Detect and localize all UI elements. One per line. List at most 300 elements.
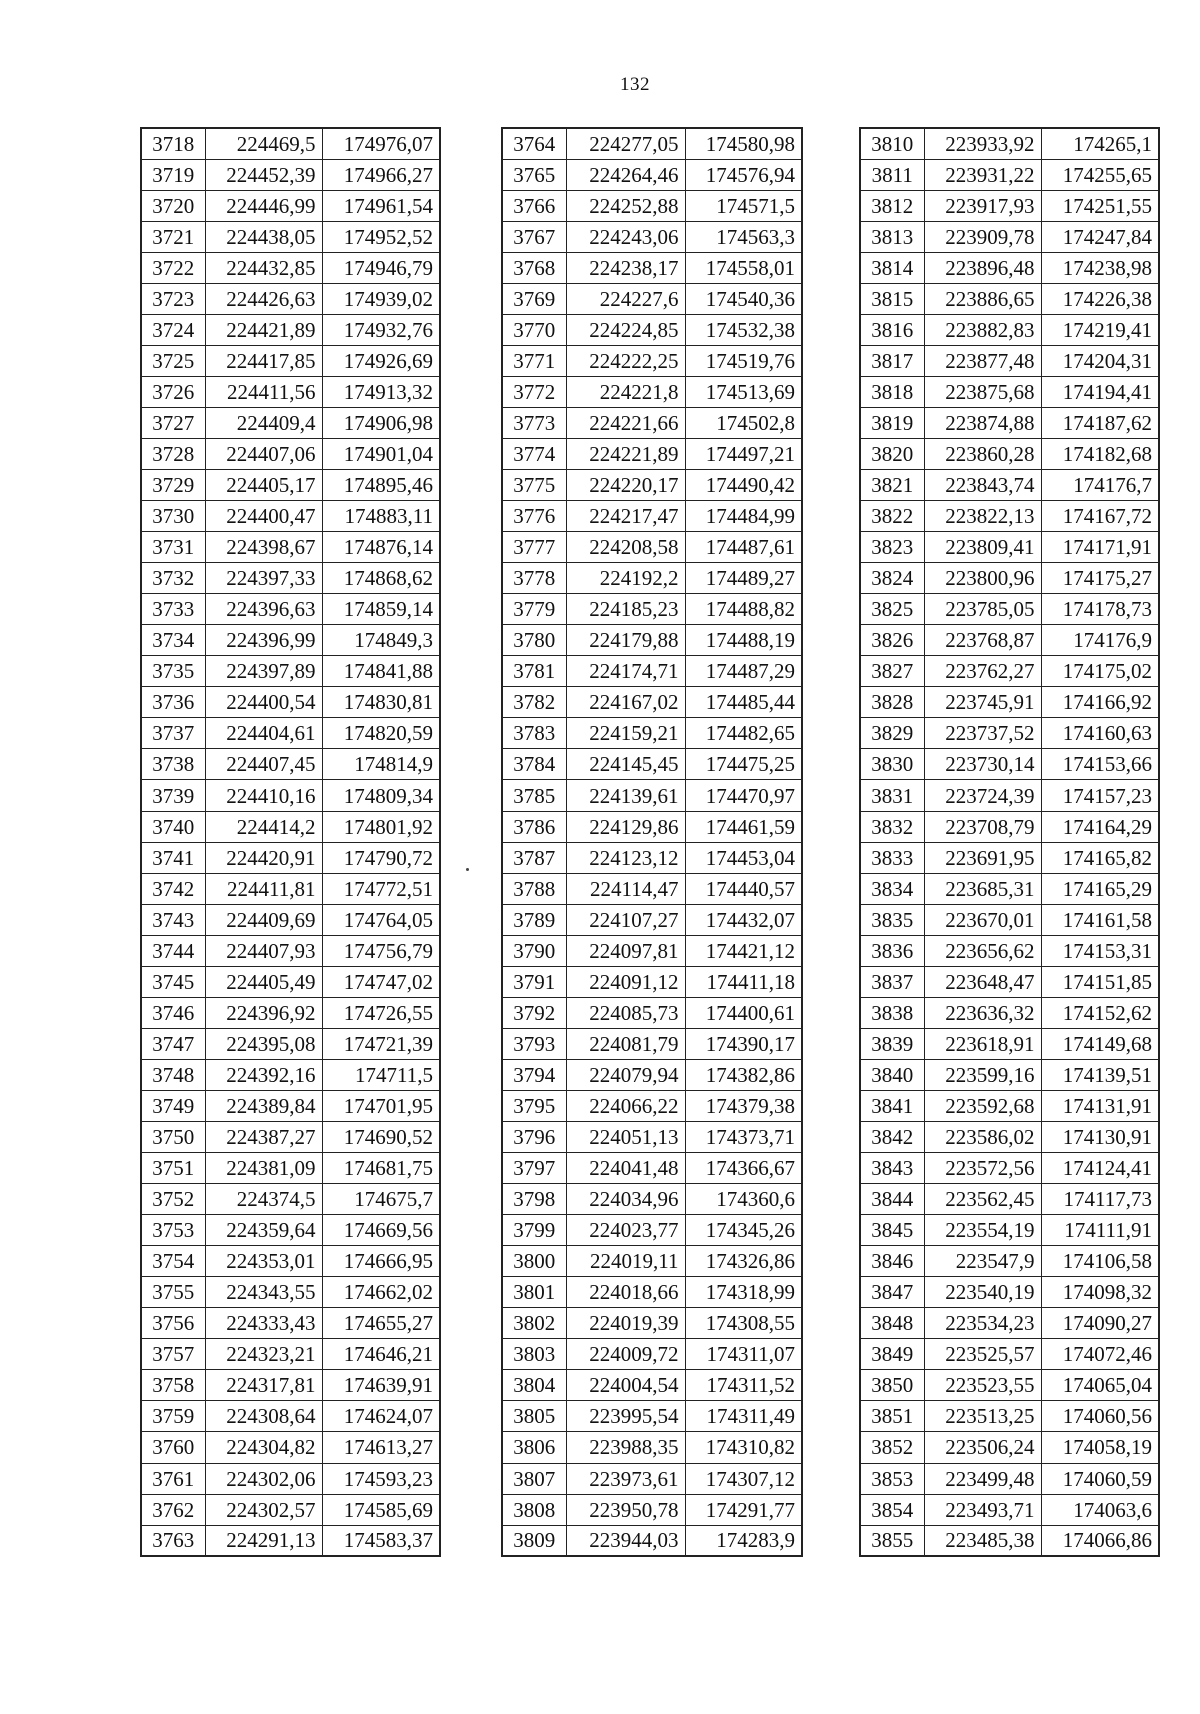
table-row: [502, 501, 802, 532]
x-coordinate-cell: 224323,21: [205, 1339, 322, 1370]
y-coordinate-cell: 174400,61: [685, 997, 802, 1028]
y-coordinate-cell: 174310,82: [685, 1432, 802, 1463]
table-row: [502, 1432, 802, 1463]
point-number-cell: 3825: [860, 594, 924, 625]
x-coordinate-cell: 223618,91: [924, 1028, 1041, 1059]
x-coordinate-cell: 224421,89: [205, 314, 322, 345]
x-coordinate-cell: 223785,05: [924, 594, 1041, 625]
table-row: [141, 1525, 440, 1556]
y-coordinate-cell: 174490,42: [685, 470, 802, 501]
x-coordinate-cell: 224019,11: [566, 1246, 685, 1277]
y-coordinate-cell: 174488,19: [685, 625, 802, 656]
x-coordinate-cell: 224395,08: [205, 1028, 322, 1059]
y-coordinate-cell: 174366,67: [685, 1153, 802, 1184]
table-row: [141, 811, 440, 842]
y-coordinate-cell: 174961,54: [322, 190, 440, 221]
point-number-cell: 3828: [860, 687, 924, 718]
table-row: [860, 873, 1159, 904]
point-number-cell: 3742: [141, 873, 205, 904]
x-coordinate-cell: 223882,83: [924, 314, 1041, 345]
x-coordinate-cell: 224019,39: [566, 1308, 685, 1339]
table-row: [141, 656, 440, 687]
point-number-cell: 3737: [141, 718, 205, 749]
table-row: [502, 1090, 802, 1121]
point-number-cell: 3804: [502, 1370, 566, 1401]
y-coordinate-cell: 174161,58: [1041, 904, 1159, 935]
point-number-cell: 3822: [860, 501, 924, 532]
x-coordinate-cell: 224409,4: [205, 407, 322, 438]
point-number-cell: 3725: [141, 345, 205, 376]
table-row: [860, 1401, 1159, 1432]
y-coordinate-cell: 174311,49: [685, 1401, 802, 1432]
table-row: [502, 1308, 802, 1339]
table-row: [141, 159, 440, 190]
y-coordinate-cell: 174160,63: [1041, 718, 1159, 749]
table-row: [502, 966, 802, 997]
x-coordinate-cell: 224452,39: [205, 159, 322, 190]
y-coordinate-cell: 174124,41: [1041, 1153, 1159, 1184]
y-coordinate-cell: 174063,6: [1041, 1494, 1159, 1525]
x-coordinate-cell: 224221,8: [566, 376, 685, 407]
table-row: [141, 376, 440, 407]
point-number-cell: 3794: [502, 1059, 566, 1090]
point-number-cell: 3720: [141, 190, 205, 221]
table-row: [860, 1277, 1159, 1308]
point-number-cell: 3811: [860, 159, 924, 190]
y-coordinate-cell: 174976,07: [322, 128, 440, 159]
x-coordinate-cell: 223800,96: [924, 563, 1041, 594]
y-coordinate-cell: 174701,95: [322, 1090, 440, 1121]
x-coordinate-cell: 223685,31: [924, 873, 1041, 904]
x-coordinate-cell: 224220,17: [566, 470, 685, 501]
y-coordinate-cell: 174247,84: [1041, 221, 1159, 252]
x-coordinate-cell: 223860,28: [924, 438, 1041, 469]
y-coordinate-cell: 174167,72: [1041, 501, 1159, 532]
y-coordinate-cell: 174484,99: [685, 501, 802, 532]
y-coordinate-cell: 174098,32: [1041, 1277, 1159, 1308]
x-coordinate-cell: 224404,61: [205, 718, 322, 749]
y-coordinate-cell: 174497,21: [685, 438, 802, 469]
table-row: [860, 159, 1159, 190]
point-number-cell: 3826: [860, 625, 924, 656]
point-number-cell: 3719: [141, 159, 205, 190]
y-coordinate-cell: 174440,57: [685, 873, 802, 904]
y-coordinate-cell: 174411,18: [685, 966, 802, 997]
y-coordinate-cell: 174265,1: [1041, 128, 1159, 159]
x-coordinate-cell: 224227,6: [566, 283, 685, 314]
table-row: [502, 1059, 802, 1090]
table-row: [860, 625, 1159, 656]
table-row: [502, 1184, 802, 1215]
x-coordinate-cell: 223896,48: [924, 252, 1041, 283]
y-coordinate-cell: 174482,65: [685, 718, 802, 749]
x-coordinate-cell: 223737,52: [924, 718, 1041, 749]
table-row: [860, 1370, 1159, 1401]
table-row: [502, 1463, 802, 1494]
y-coordinate-cell: 174326,86: [685, 1246, 802, 1277]
coordinate-table-1: [140, 127, 441, 1557]
x-coordinate-cell: 224407,06: [205, 438, 322, 469]
x-coordinate-cell: 224091,12: [566, 966, 685, 997]
table-row: [502, 345, 802, 376]
point-number-cell: 3766: [502, 190, 566, 221]
y-coordinate-cell: 174669,56: [322, 1215, 440, 1246]
table-row: [141, 873, 440, 904]
x-coordinate-cell: 224139,61: [566, 780, 685, 811]
y-coordinate-cell: 174646,21: [322, 1339, 440, 1370]
table-row: [860, 190, 1159, 221]
y-coordinate-cell: 174360,6: [685, 1184, 802, 1215]
table-row: [860, 904, 1159, 935]
y-coordinate-cell: 174157,23: [1041, 780, 1159, 811]
x-coordinate-cell: 223730,14: [924, 749, 1041, 780]
y-coordinate-cell: 174756,79: [322, 935, 440, 966]
y-coordinate-cell: 174308,55: [685, 1308, 802, 1339]
point-number-cell: 3815: [860, 283, 924, 314]
x-coordinate-cell: 224389,84: [205, 1090, 322, 1121]
point-number-cell: 3735: [141, 656, 205, 687]
coordinate-table-2: [501, 127, 803, 1557]
x-coordinate-cell: 224066,22: [566, 1090, 685, 1121]
y-coordinate-cell: 174487,61: [685, 532, 802, 563]
point-number-cell: 3832: [860, 811, 924, 842]
point-number-cell: 3718: [141, 128, 205, 159]
x-coordinate-cell: 224264,46: [566, 159, 685, 190]
table-row: [860, 1432, 1159, 1463]
y-coordinate-cell: 174106,58: [1041, 1246, 1159, 1277]
point-number-cell: 3726: [141, 376, 205, 407]
x-coordinate-cell: 223745,91: [924, 687, 1041, 718]
y-coordinate-cell: 174130,91: [1041, 1122, 1159, 1153]
point-number-cell: 3761: [141, 1463, 205, 1494]
table-row: [502, 470, 802, 501]
table-row: [860, 594, 1159, 625]
point-number-cell: 3835: [860, 904, 924, 935]
point-number-cell: 3795: [502, 1090, 566, 1121]
x-coordinate-cell: 224392,16: [205, 1059, 322, 1090]
point-number-cell: 3805: [502, 1401, 566, 1432]
table-row: [502, 376, 802, 407]
table-row: [141, 128, 440, 159]
y-coordinate-cell: 174149,68: [1041, 1028, 1159, 1059]
x-coordinate-cell: 223499,48: [924, 1463, 1041, 1494]
point-number-cell: 3827: [860, 656, 924, 687]
table-row: [502, 780, 802, 811]
table-row: [502, 594, 802, 625]
table-row: [502, 1494, 802, 1525]
x-coordinate-cell: 224400,54: [205, 687, 322, 718]
table-row: [860, 749, 1159, 780]
y-coordinate-cell: 174519,76: [685, 345, 802, 376]
x-coordinate-cell: 224308,64: [205, 1401, 322, 1432]
x-coordinate-cell: 224009,72: [566, 1339, 685, 1370]
x-coordinate-cell: 224407,45: [205, 749, 322, 780]
point-number-cell: 3789: [502, 904, 566, 935]
point-number-cell: 3786: [502, 811, 566, 842]
x-coordinate-cell: 224405,17: [205, 470, 322, 501]
x-coordinate-cell: 223822,13: [924, 501, 1041, 532]
y-coordinate-cell: 174379,38: [685, 1090, 802, 1121]
y-coordinate-cell: 174390,17: [685, 1028, 802, 1059]
point-number-cell: 3758: [141, 1370, 205, 1401]
x-coordinate-cell: 224411,56: [205, 376, 322, 407]
point-number-cell: 3796: [502, 1122, 566, 1153]
x-coordinate-cell: 223506,24: [924, 1432, 1041, 1463]
y-coordinate-cell: 174721,39: [322, 1028, 440, 1059]
y-coordinate-cell: 174153,66: [1041, 749, 1159, 780]
y-coordinate-cell: 174311,52: [685, 1370, 802, 1401]
y-coordinate-cell: 174593,23: [322, 1463, 440, 1494]
point-number-cell: 3750: [141, 1122, 205, 1153]
point-number-cell: 3831: [860, 780, 924, 811]
point-number-cell: 3797: [502, 1153, 566, 1184]
y-coordinate-cell: 174868,62: [322, 563, 440, 594]
y-coordinate-cell: 174283,9: [685, 1525, 802, 1556]
x-coordinate-cell: 223523,55: [924, 1370, 1041, 1401]
y-coordinate-cell: 174946,79: [322, 252, 440, 283]
x-coordinate-cell: 223809,41: [924, 532, 1041, 563]
x-coordinate-cell: 223874,88: [924, 407, 1041, 438]
x-coordinate-cell: 223931,22: [924, 159, 1041, 190]
table-row: [860, 438, 1159, 469]
x-coordinate-cell: 223493,71: [924, 1494, 1041, 1525]
point-number-cell: 3779: [502, 594, 566, 625]
table-row: [502, 252, 802, 283]
point-number-cell: 3771: [502, 345, 566, 376]
point-number-cell: 3767: [502, 221, 566, 252]
y-coordinate-cell: 174219,41: [1041, 314, 1159, 345]
point-number-cell: 3759: [141, 1401, 205, 1432]
table-row: [141, 1184, 440, 1215]
x-coordinate-cell: 224405,49: [205, 966, 322, 997]
table-row: [860, 221, 1159, 252]
y-coordinate-cell: 174485,44: [685, 687, 802, 718]
table-row: [502, 935, 802, 966]
point-number-cell: 3756: [141, 1308, 205, 1339]
x-coordinate-cell: 224343,55: [205, 1277, 322, 1308]
x-coordinate-cell: 224411,81: [205, 873, 322, 904]
table-row: [141, 345, 440, 376]
point-number-cell: 3772: [502, 376, 566, 407]
table-row: [502, 283, 802, 314]
point-number-cell: 3798: [502, 1184, 566, 1215]
page-number: 132: [620, 74, 650, 95]
point-number-cell: 3760: [141, 1432, 205, 1463]
table-row: [502, 687, 802, 718]
point-number-cell: 3780: [502, 625, 566, 656]
x-coordinate-cell: 224107,27: [566, 904, 685, 935]
y-coordinate-cell: 174932,76: [322, 314, 440, 345]
point-number-cell: 3727: [141, 407, 205, 438]
y-coordinate-cell: 174065,04: [1041, 1370, 1159, 1401]
table-row: [502, 656, 802, 687]
table-row: [860, 314, 1159, 345]
point-number-cell: 3757: [141, 1339, 205, 1370]
point-number-cell: 3728: [141, 438, 205, 469]
point-number-cell: 3837: [860, 966, 924, 997]
table-row: [860, 470, 1159, 501]
point-number-cell: 3830: [860, 749, 924, 780]
y-coordinate-cell: 174090,27: [1041, 1308, 1159, 1339]
y-coordinate-cell: 174255,65: [1041, 159, 1159, 190]
x-coordinate-cell: 223877,48: [924, 345, 1041, 376]
y-coordinate-cell: 174165,29: [1041, 873, 1159, 904]
y-coordinate-cell: 174151,85: [1041, 966, 1159, 997]
y-coordinate-cell: 174830,81: [322, 687, 440, 718]
y-coordinate-cell: 174966,27: [322, 159, 440, 190]
table-row: [860, 1153, 1159, 1184]
y-coordinate-cell: 174841,88: [322, 656, 440, 687]
x-coordinate-cell: 224051,13: [566, 1122, 685, 1153]
coordinate-table-3: [859, 127, 1160, 1557]
x-coordinate-cell: 224387,27: [205, 1122, 322, 1153]
y-coordinate-cell: 174152,62: [1041, 997, 1159, 1028]
table-row: [141, 252, 440, 283]
point-number-cell: 3852: [860, 1432, 924, 1463]
y-coordinate-cell: 174809,34: [322, 780, 440, 811]
table-row: [860, 966, 1159, 997]
x-coordinate-cell: 224417,85: [205, 345, 322, 376]
point-number-cell: 3800: [502, 1246, 566, 1277]
table-row: [860, 407, 1159, 438]
x-coordinate-cell: 224034,96: [566, 1184, 685, 1215]
y-coordinate-cell: 174166,92: [1041, 687, 1159, 718]
x-coordinate-cell: 224333,43: [205, 1308, 322, 1339]
point-number-cell: 3843: [860, 1153, 924, 1184]
point-number-cell: 3842: [860, 1122, 924, 1153]
point-number-cell: 3833: [860, 842, 924, 873]
point-number-cell: 3847: [860, 1277, 924, 1308]
x-coordinate-cell: 224400,47: [205, 501, 322, 532]
table-row: [141, 842, 440, 873]
x-coordinate-cell: 224174,71: [566, 656, 685, 687]
x-coordinate-cell: 223525,57: [924, 1339, 1041, 1370]
point-number-cell: 3816: [860, 314, 924, 345]
x-coordinate-cell: 223843,74: [924, 470, 1041, 501]
table-row: [502, 159, 802, 190]
point-number-cell: 3829: [860, 718, 924, 749]
y-coordinate-cell: 174772,51: [322, 873, 440, 904]
table-row: [141, 1122, 440, 1153]
point-number-cell: 3853: [860, 1463, 924, 1494]
y-coordinate-cell: 174639,91: [322, 1370, 440, 1401]
point-number-cell: 3844: [860, 1184, 924, 1215]
point-number-cell: 3806: [502, 1432, 566, 1463]
table-row: [141, 904, 440, 935]
table-row: [860, 811, 1159, 842]
table-row: [141, 1215, 440, 1246]
x-coordinate-cell: 224410,16: [205, 780, 322, 811]
x-coordinate-cell: 224407,93: [205, 935, 322, 966]
point-number-cell: 3754: [141, 1246, 205, 1277]
y-coordinate-cell: 174820,59: [322, 718, 440, 749]
point-number-cell: 3846: [860, 1246, 924, 1277]
table-row: [860, 1059, 1159, 1090]
table-row: [860, 1090, 1159, 1121]
y-coordinate-cell: 174814,9: [322, 749, 440, 780]
point-number-cell: 3823: [860, 532, 924, 563]
x-coordinate-cell: 224081,79: [566, 1028, 685, 1059]
table-row: [860, 252, 1159, 283]
x-coordinate-cell: 224359,64: [205, 1215, 322, 1246]
table-row: [502, 1153, 802, 1184]
y-coordinate-cell: 174058,19: [1041, 1432, 1159, 1463]
table-row: [860, 780, 1159, 811]
x-coordinate-cell: 224277,05: [566, 128, 685, 159]
y-coordinate-cell: 174318,99: [685, 1277, 802, 1308]
table-row: [860, 842, 1159, 873]
table-row: [141, 1090, 440, 1121]
y-coordinate-cell: 174747,02: [322, 966, 440, 997]
x-coordinate-cell: 223944,03: [566, 1525, 685, 1556]
y-coordinate-cell: 174540,36: [685, 283, 802, 314]
table-row: [860, 1525, 1159, 1556]
y-coordinate-cell: 174194,41: [1041, 376, 1159, 407]
table-row: [141, 687, 440, 718]
table-row: [141, 1494, 440, 1525]
table-row: [860, 1215, 1159, 1246]
x-coordinate-cell: 224291,13: [205, 1525, 322, 1556]
y-coordinate-cell: 174187,62: [1041, 407, 1159, 438]
table-row: [860, 345, 1159, 376]
table-row: [860, 1339, 1159, 1370]
table-row: [502, 811, 802, 842]
table-row: [860, 501, 1159, 532]
table-row: [502, 842, 802, 873]
point-number-cell: 3722: [141, 252, 205, 283]
x-coordinate-cell: 224041,48: [566, 1153, 685, 1184]
table-row: [141, 625, 440, 656]
y-coordinate-cell: 174532,38: [685, 314, 802, 345]
x-coordinate-cell: 223995,54: [566, 1401, 685, 1432]
x-coordinate-cell: 224426,63: [205, 283, 322, 314]
y-coordinate-cell: 174060,56: [1041, 1401, 1159, 1432]
x-coordinate-cell: 224018,66: [566, 1277, 685, 1308]
table-row: [860, 718, 1159, 749]
point-number-cell: 3776: [502, 501, 566, 532]
x-coordinate-cell: 224353,01: [205, 1246, 322, 1277]
table-row: [141, 997, 440, 1028]
x-coordinate-cell: 224208,58: [566, 532, 685, 563]
y-coordinate-cell: 174571,5: [685, 190, 802, 221]
table-row: [141, 1246, 440, 1277]
y-coordinate-cell: 174513,69: [685, 376, 802, 407]
point-number-cell: 3755: [141, 1277, 205, 1308]
table-row: [502, 1370, 802, 1401]
point-number-cell: 3854: [860, 1494, 924, 1525]
x-coordinate-cell: 224374,5: [205, 1184, 322, 1215]
x-coordinate-cell: 224192,2: [566, 563, 685, 594]
point-number-cell: 3820: [860, 438, 924, 469]
point-number-cell: 3845: [860, 1215, 924, 1246]
table-row: [502, 1028, 802, 1059]
table-row: [141, 1370, 440, 1401]
x-coordinate-cell: 224179,88: [566, 625, 685, 656]
x-coordinate-cell: 223886,65: [924, 283, 1041, 314]
point-number-cell: 3782: [502, 687, 566, 718]
x-coordinate-cell: 224414,2: [205, 811, 322, 842]
table-row: [141, 594, 440, 625]
x-coordinate-cell: 223950,78: [566, 1494, 685, 1525]
y-coordinate-cell: 174176,7: [1041, 470, 1159, 501]
y-coordinate-cell: 174251,55: [1041, 190, 1159, 221]
point-number-cell: 3785: [502, 780, 566, 811]
y-coordinate-cell: 174171,91: [1041, 532, 1159, 563]
table-row: [860, 687, 1159, 718]
x-coordinate-cell: 224304,82: [205, 1432, 322, 1463]
point-number-cell: 3839: [860, 1028, 924, 1059]
table-row: [141, 438, 440, 469]
